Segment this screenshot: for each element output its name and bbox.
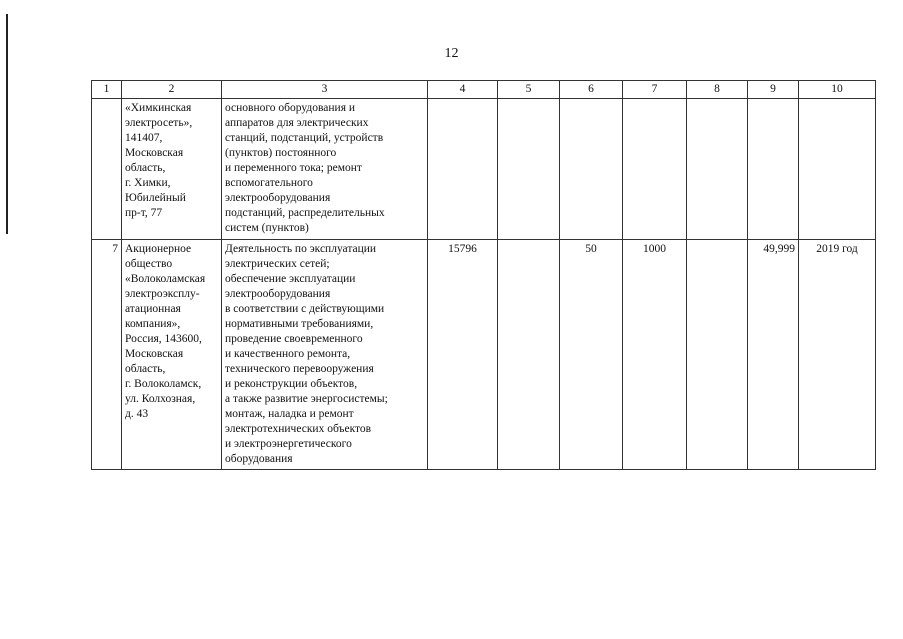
col9-cell: 49,999 — [748, 240, 799, 470]
col6-cell: 50 — [560, 240, 623, 470]
col-header-9: 9 — [748, 81, 799, 99]
table-row — [92, 240, 876, 470]
col6-cell — [560, 99, 623, 240]
col4-cell: 15796 — [428, 240, 498, 470]
col9-cell — [748, 99, 799, 240]
col7-cell: 1000 — [623, 240, 687, 470]
col7-cell — [623, 99, 687, 240]
col5-cell — [498, 240, 560, 470]
col-header-4: 4 — [428, 81, 498, 99]
col5-cell — [498, 99, 560, 240]
row-number: 7 — [92, 240, 122, 470]
col-header-8: 8 — [687, 81, 748, 99]
col-header-3: 3 — [222, 81, 428, 99]
col8-cell — [687, 240, 748, 470]
organization-cell: Акционерное общество «Волоколамская электроэксплу- атационная компания», Россия, 143600, Московская область, г. Волоколамск, ул. Колхозная, д. 43 — [122, 240, 222, 470]
col-header-2: 2 — [122, 81, 222, 99]
col-header-10: 10 — [799, 81, 876, 99]
col8-cell — [687, 99, 748, 240]
col10-cell: 2019 год — [799, 240, 876, 470]
col-header-1: 1 — [92, 81, 122, 99]
col10-cell — [799, 99, 876, 240]
organization-cell: «Химкинская электросеть», 141407, Московская область, г. Химки, Юбилейный пр-т, 77 — [122, 99, 222, 240]
activity-cell: основного оборудования и аппаратов для электрических станций, подстанций, устройств (пунктов) постоянного и переменного тока; ремонт вспомогательного электрооборудования подстанций, распределительных систем (пунктов) — [222, 99, 428, 240]
page-number: 12 — [444, 46, 459, 61]
registry-table — [91, 80, 876, 470]
row-number — [92, 99, 122, 240]
col-header-5: 5 — [498, 81, 560, 99]
table-row — [92, 99, 876, 240]
col4-cell — [428, 99, 498, 240]
activity-cell: Деятельность по эксплуатации электрических сетей; обеспечение эксплуатации электрооборудования в соответствии с действующими нормативными требованиями, проведение своевременного и качественного ремонта, технического перевооружения и реконструкции объектов, а также развитие энергосистемы; монтаж, наладка и ремонт электротехнических объектов и электроэнергетического оборудования — [222, 240, 428, 470]
col-header-6: 6 — [560, 81, 623, 99]
col-header-7: 7 — [623, 81, 687, 99]
header-row — [92, 81, 876, 99]
